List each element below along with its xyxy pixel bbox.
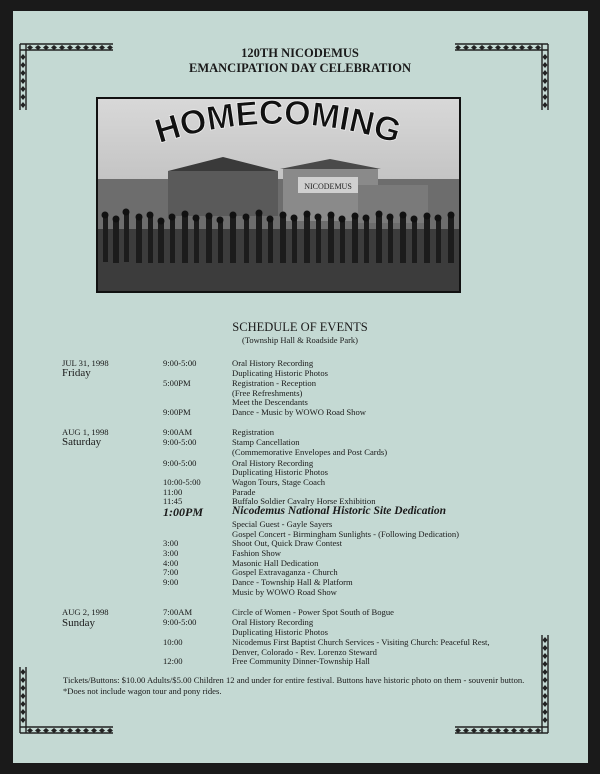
row-event: Gospel Concert - Birmingham Sunlights - (Following Dedication) [232,529,459,539]
row-event: Oral History Recording [232,358,314,368]
row-event: Fashion Show [232,548,281,558]
row-time: 9:00-5:00 [163,437,197,447]
row-event: Free Community Dinner-Township Hall [232,656,370,666]
row-event: Meet the Descendants [232,397,308,407]
row-time: 9:00-5:00 [163,617,197,627]
row-event: Dance - Music by WOWO Road Show [232,407,366,417]
row-time: 3:00 [163,548,179,558]
row-time: 7:00AM [163,607,193,617]
row-event: Parade [232,487,256,497]
row-time: 9:00AM [163,427,193,437]
row-event: Registration [232,427,275,437]
row-event: Special Guest - Gayle Sayers [232,519,333,529]
day-3-name: Sunday [62,617,95,629]
row-event: Registration - Reception [232,378,317,388]
row-time: 4:00 [163,558,179,568]
row-event: Dance - Township Hall & Platform [232,577,353,587]
row-event: Music by WOWO Road Show [232,587,337,597]
row-time: 11:00 [163,487,183,497]
header-line-1: 120TH NICODEMUS [241,46,359,60]
row-event: Duplicating Historic Photos [232,467,328,477]
day-2-name: Saturday [62,436,102,448]
historic-photo [96,97,461,293]
row-event: Oral History Recording [232,458,314,468]
schedule-title: SCHEDULE OF EVENTS [232,320,368,334]
day-1-name: Friday [62,367,91,379]
day-2-date: AUG 1, 1998 [62,427,109,437]
row-event: Circle of Women - Power Spot South of Bogue [232,607,394,617]
row-event: Duplicating Historic Photos [232,627,328,637]
row-time: 11:45 [163,496,183,506]
row-time: 9:00-5:00 [163,458,197,468]
event-header [0,46,600,76]
row-event: Stamp Cancellation [232,437,300,447]
row-event: Gospel Extravaganza - Church [232,567,338,577]
row-time: 12:00 [163,656,183,666]
schedule-subtitle: (Township Hall & Roadside Park) [241,335,359,345]
row-time: 5:00PM [163,378,191,388]
row-time: 3:00 [163,538,179,548]
row-event: Wagon Tours, Stage Coach [232,477,326,487]
historic-photo-illustration [98,99,459,291]
dedication-time: 1:00PM [163,505,203,519]
row-event: (Free Refreshments) [232,388,303,398]
dedication-event: Nicodemus National Historic Site Dedication [232,505,447,517]
row-event: Denver, Colorado - Rev. Lorenzo Steward [232,647,377,657]
row-time: 7:00 [163,567,179,577]
photo-title-homecoming: HOMECOMING [150,99,406,151]
row-event: Shoot Out, Quick Draw Contest [232,538,343,548]
row-time: 9:00-5:00 [163,358,197,368]
row-time: 10:00-5:00 [163,477,201,487]
day-3-date: AUG 2, 1998 [62,607,109,617]
ticket-info: Tickets/Buttons: $10.00 Adults/$5.00 Children 12 and under for entire festival. Buttons have historic photo on them - souvenir button. *Does not include wagon tour and pony rides. [63,675,525,696]
row-event: Oral History Recording [232,617,314,627]
row-time: 9:00 [163,577,179,587]
header-line-2: EMANCIPATION DAY CELEBRATION [188,61,411,75]
row-event: (Commemorative Envelopes and Post Cards) [232,447,388,457]
day-1-date: JUL 31, 1998 [62,358,109,368]
row-event: Duplicating Historic Photos [232,368,328,378]
row-time: 9:00PM [163,407,191,417]
row-time: 10:00 [163,637,183,647]
row-event: Buffalo Soldier Cavalry Horse Exhibition [232,496,376,506]
row-event: Masonic Hall Dedication [232,558,319,568]
row-event: Nicodemus First Baptist Church Services - Visiting Church: Peaceful Rest, [232,637,490,647]
store-sign-text: NICODEMUS [304,182,352,191]
